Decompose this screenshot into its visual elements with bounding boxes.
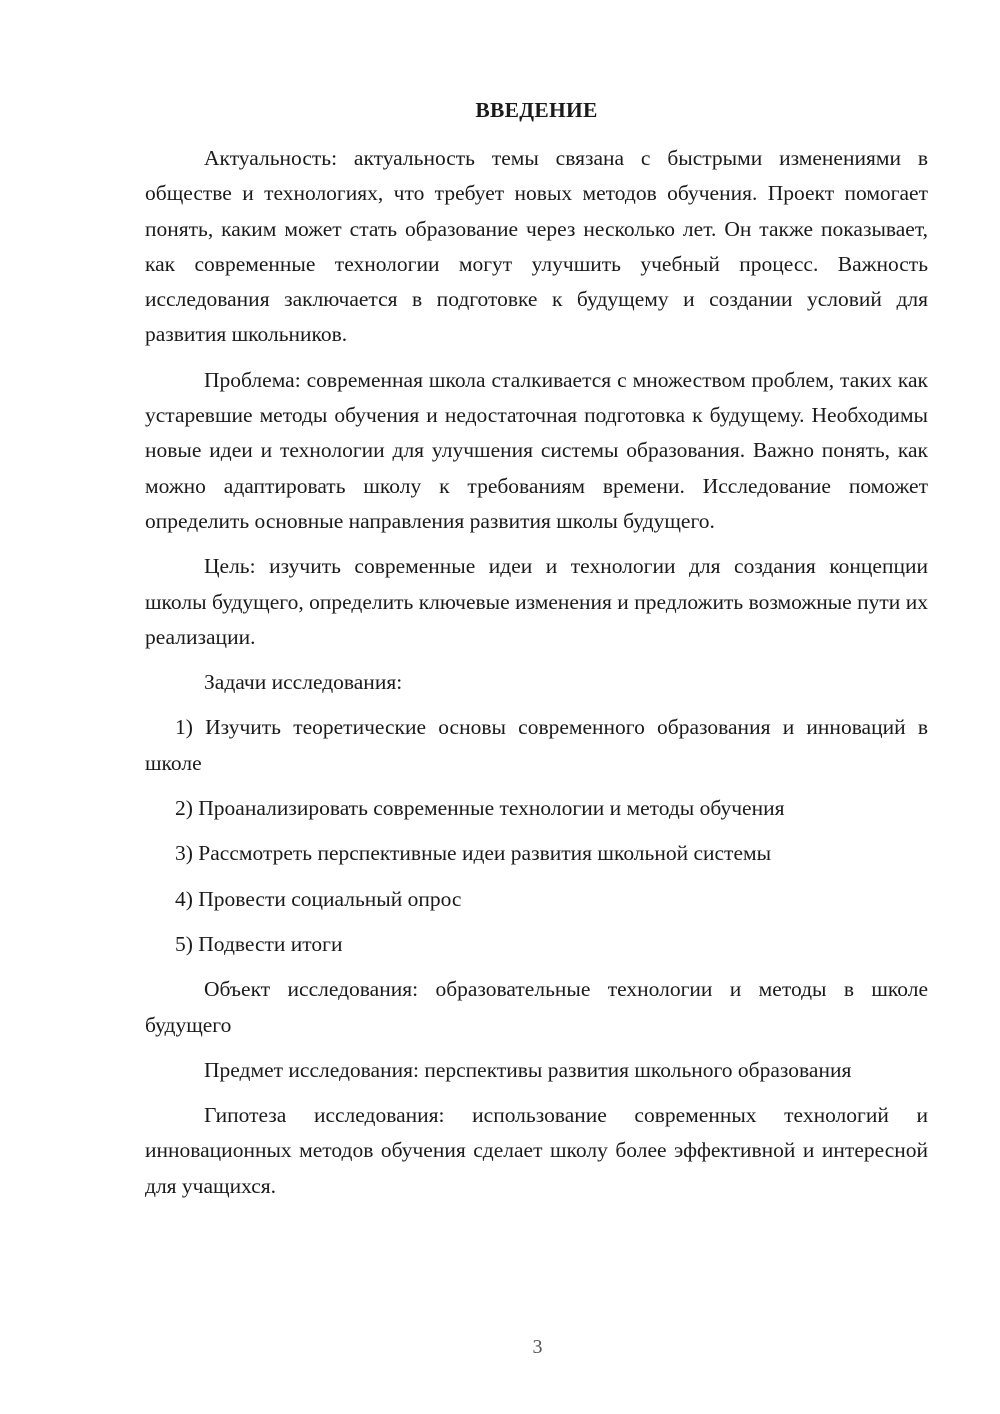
tasks-heading: Задачи исследования: [204, 670, 403, 695]
paragraph-object: Объект исследования: образовательные технологии и методы в школе будущего [145, 977, 928, 1037]
task-item-3: 3) Рассмотреть перспективные идеи развития школьной системы [175, 841, 772, 866]
page-number: 3 [532, 1336, 543, 1358]
paragraph-subject: Предмет исследования: перспективы развития школьного образования [204, 1057, 852, 1082]
task-item-4: 4) Провести социальный опрос [175, 886, 462, 911]
page-title: ВВЕДЕНИЕ [475, 98, 598, 122]
paragraph-problem: Проблема: современная школа сталкивается с множеством проблем, таких как устаревшие методы обучения и недостаточная подготовка к будущему. Необходимы новые идеи и технологии для улучшения системы образования. Важно понять, как можно адаптировать школу к требованиям времени. Исследование поможет определить основные направления развития школы будущего. [145, 367, 928, 533]
paragraph-goal: Цель: изучить современные идеи и технологии для создания концепции школы будущего, определить ключевые изменения и предложить возможные пути их реализации. [145, 554, 928, 649]
page-content [145, 93, 928, 1214]
task-item-1: 1) Изучить теоретические основы современного образования и инноваций в школе [145, 715, 928, 775]
paragraph-hypothesis: Гипотеза исследования: использование современных технологий и инновационных методов обучения сделает школу более эффективной и интересной для учащихся. [145, 1103, 928, 1198]
task-item-5: 5) Подвести итоги [175, 931, 343, 956]
task-item-2: 2) Проанализировать современные технологии и методы обучения [175, 796, 785, 821]
paragraph-relevance: Актуальность: актуальность темы связана с быстрыми изменениями в обществе и технологиях, что требует новых методов обучения. Проект помогает понять, каким может стать образование через несколько лет. Он также показывает, как современные технологии могут улучшить учебный процесс. Важность исследования заключается в подготовке к будущему и создании условий для развития школьников. [145, 146, 928, 347]
